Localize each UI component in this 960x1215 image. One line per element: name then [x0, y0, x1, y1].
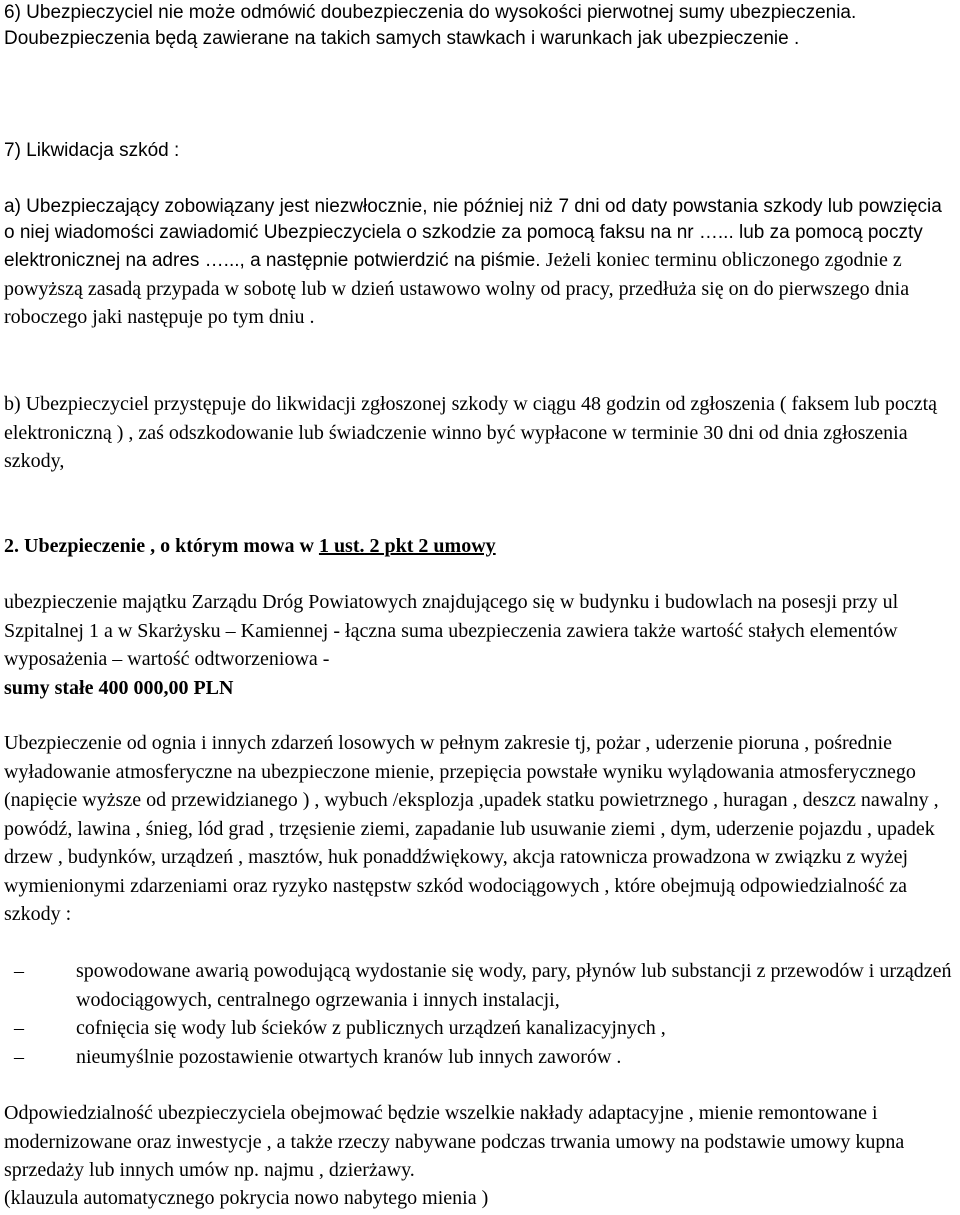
section-6-paragraph: 6) Ubezpieczyciel nie może odmówić doubezpieczenia do wysokości pierwotnej sumy ubezpieczenia. Doubezpieczenia będą zawierane na takich samych stawkach i warunkach jak ubezpieczenie .: [4, 2, 857, 49]
clause-note: (klauzula automatycznego pokrycia nowo nabytego mienia ): [4, 1187, 489, 1209]
list-item: [4, 957, 958, 1014]
liability-paragraph: Odpowiedzialność ubezpieczyciela obejmować będzie wszelkie nakłady adaptacyjne , mienie remontowane i modernizowane oraz inwestycje , a także rzeczy nabywane podczas trwania umowy na podstawie umowy kupna sprzedaży lub innych umów np. najmu , dzierżawy.: [4, 1102, 905, 1181]
section-2-heading: [4, 532, 496, 561]
dash-bullet: –: [14, 1017, 24, 1039]
list-item: [4, 1014, 958, 1043]
dash-bullet: –: [14, 960, 24, 982]
section-7a-text: a) Ubezpieczający zobowiązany jest niezwłocznie, nie później niż 7 dni od daty powstania szkody lub powzięcia o niej wiadomości zawiadomić Ubezpieczyciela o szkodzie za pomocą faksu na nr …... lub za pomocą poczty elektronicznej na adres …..., a następnie potwierdzić na piśmie.: [4, 196, 942, 271]
list-item-text: nieumyślnie pozostawienie otwartych kranów lub innych zaworów .: [76, 1045, 622, 1068]
section-2-heading-part1: 2. Ubezpieczenie , o którym mowa w: [4, 535, 319, 557]
perils-list: [4, 957, 958, 1071]
list-item-text: cofnięcia się wody lub ścieków z publicznych urządzeń kanalizacyjnych ,: [76, 1017, 666, 1039]
dash-bullet: –: [14, 1045, 24, 1068]
sum-insured: sumy stałe 400 000,00 PLN: [4, 677, 234, 699]
section-7a-paragraph: [4, 194, 954, 332]
list-item-text: spowodowane awarią powodującą wydostanie się wody, pary, płynów lub substancji z przewodów i urządzeń wodociągowych, centralnego ogrzewania i innych instalacji,: [76, 960, 952, 1011]
list-item: [4, 1043, 958, 1072]
perils-paragraph: Ubezpieczenie od ognia i innych zdarzeń losowych w pełnym zakresie tj, pożar , uderzenie pioruna , pośrednie wyładowanie atmosferyczne na ubezpieczone mienie, przepięcia powstałe wyniku wylądowania atmosferycznego (napięcie wyższe od przewidzianego ) , wybuch /eksplozja ,upadek statku powietrznego , huragan , deszcz nawalny , powódź, lawina , śnieg, lód grad , trzęsienie ziemi, zapadanie lub usuwanie ziemi , dym, uderzenie pojazdu , upadek drzew , budynków, urządzeń , masztów, huk ponaddźwiękowy, akcja ratownicza prowadzona w związku z wyżej wymienionymi zdarzeniami oraz ryzyko następstw szkód wodociągowych , które obejmują odpowiedzialność za szkody :: [4, 732, 939, 925]
section-2-heading-ref: 1 ust.: [318, 535, 365, 557]
section-2-heading-part3: 2 pkt 2 umowy: [364, 535, 496, 557]
property-paragraph: ubezpieczenie majątku Zarządu Dróg Powiatowych znajdującego się w budynku i budowlach na posesji przy ul Szpitalnej 1 a w Skarżysku – Kamiennej - łączna suma ubezpieczenia zawiera także wartość stałych elementów wyposażenia – wartość odtworzeniowa -: [4, 591, 899, 670]
section-7a-tail: Jeżeli koniec terminu obliczonego zgodnie z powyższą zasadą przypada w sobotę lub w dzień ustawowo wolny od pracy, przedłuża się on do pierwszego dnia roboczego jaki następuje po tym dniu .: [4, 249, 910, 328]
section-7b-paragraph: b) Ubezpieczyciel przystępuje do likwidacji zgłoszonej szkody w ciągu 48 godzin od zgłoszenia ( faksem lub pocztą elektroniczną ) , zaś odszkodowanie lub świadczenie winno być wypłacone w terminie 30 dni od dnia zgłoszenia szkody,: [4, 393, 938, 472]
section-7-heading: 7) Likwidacja szkód :: [4, 140, 180, 161]
